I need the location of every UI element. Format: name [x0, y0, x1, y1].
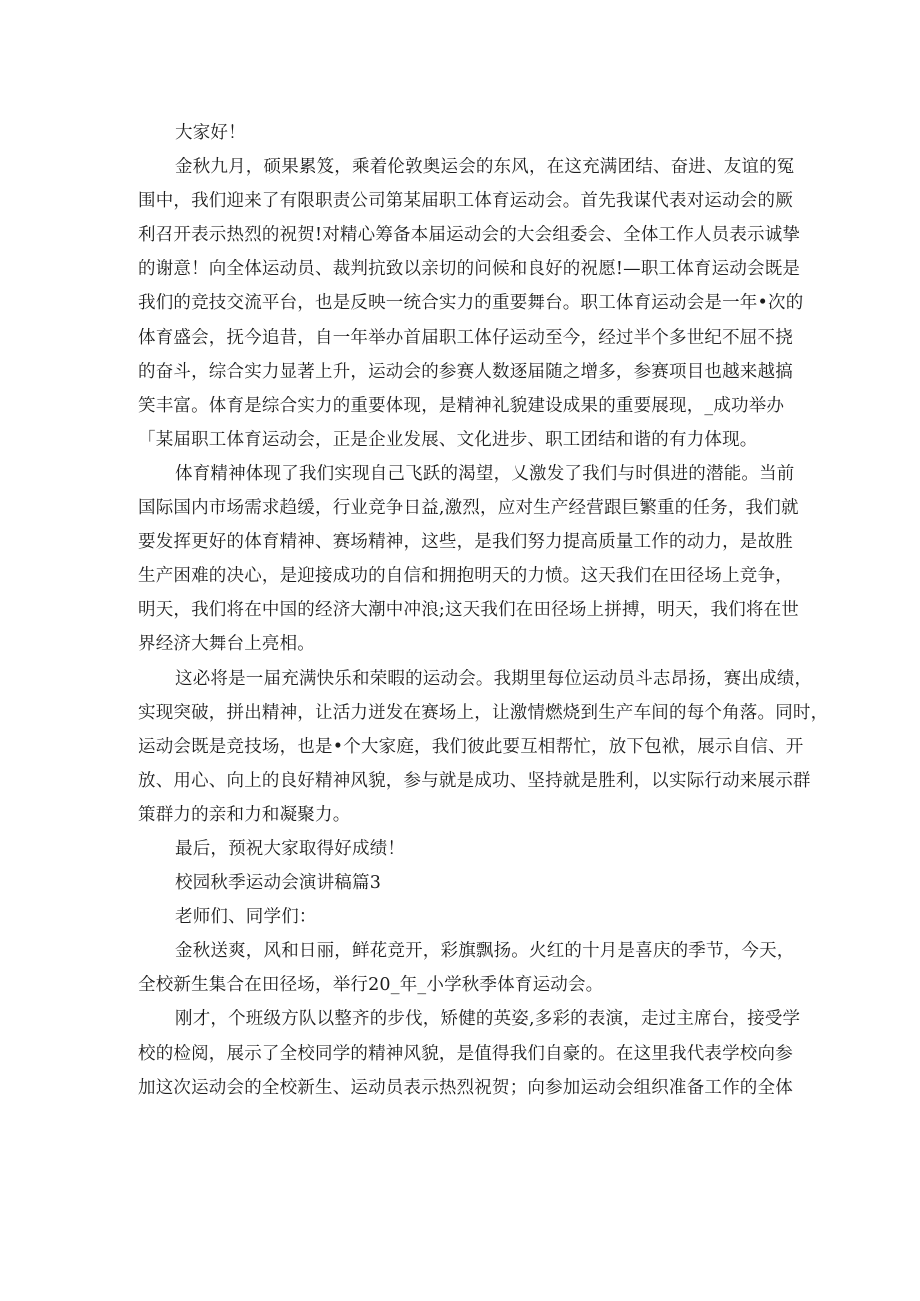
text-line: 策群力的亲和力和凝聚力。: [138, 804, 351, 825]
text-line: 金秋九月，硕果累笈，乘着伦敦奥运会的东风，在这充满团结、奋进、友谊的冤: [175, 157, 795, 178]
text-line: 体育盛会，抚今追昔，自一年举办首届职工体仔运动至今，经过半个多世纪不屈不挠: [138, 327, 793, 348]
text-line: 明天，我们将在中国的经济大潮中冲浪;这天我们在田径场上拼搏，明天，我们将在世: [138, 600, 799, 621]
text-line: 的谢意！向全体运动员、裁判抗致以亲切的问候和良好的祝愿!—职工体育运动会既是: [138, 259, 801, 280]
text-line: 这必将是一届充满快乐和荣暇的运动会。我期里每位运动员斗志昂扬，赛出成绩，: [175, 668, 813, 689]
text-line: 我们的竞技交流平台，也是反映一统合实力的重要舞台。职工体育运动会是一年•次的: [138, 293, 804, 314]
text-line: 生产困难的决心，是迎接成功的自信和拥抱明天的力愤。这天我们在田径场上竞争，: [138, 566, 793, 587]
salutation-paragraph: [138, 900, 788, 934]
section-heading: [138, 866, 788, 900]
body-paragraph: [138, 150, 804, 457]
text-line: 运动会既是竞技场，也是•个大家庭，我们彼此要互相帮忙，放下包袱，展示自信、开: [138, 736, 804, 757]
text-line: 界经济大舞台上亮相。: [138, 634, 315, 655]
text-line: 放、用心、向上的良好精神风貌，参与就是成功、坚持就是胜利，以实际行动来展示群: [138, 770, 811, 791]
text-line: 「某届职工体育运动会，正是企业发展、文化进步、职工团结和谐的有力体现。: [138, 429, 758, 450]
text-line: 利召开表示热烈的祝贺!对精心筹备本届运动会的大会组委会、全体工作人员表示诚挚: [138, 225, 801, 246]
body-paragraph: [138, 662, 829, 832]
body-paragraph: [138, 457, 799, 662]
text-line: 体育精神体现了我们实现自己飞跃的渴望，乂激发了我们与时俱进的潜能。当前: [175, 463, 795, 484]
text-line: 笑丰富。体育是综合实力的重要体现，是精神礼貌建设成果的重要展现，_成功举办: [138, 395, 785, 416]
text-line: 国际国内市场需求趋缓，行业竞争日益,激烈，应对生产经营跟巨繁重的任务，我们就: [138, 498, 799, 519]
text-line: 实现突破，拼出精神，让活力迸发在赛场上，让激情燃烧到生产车间的每个角落。同时，: [138, 702, 829, 723]
text-line: 最后，预祝大家取得好成绩！: [175, 838, 406, 859]
text-line: 校的检阅，展示了全校同学的精神风貌，是值得我们自豪的。在这里我代表学校向参: [138, 1043, 793, 1064]
closing-paragraph: [138, 832, 788, 866]
text-line: 围中，我们迎来了有限职责公司第某届职工体育运动会。首先我谋代表对运动会的厥: [138, 191, 793, 212]
text-line: 刚才，个班级方队以整齐的步伐，矫健的英姿,多彩的表演，走过主席台，接受学: [175, 1009, 801, 1030]
text-line: 要发挥更好的体育精神、赛场精神，这些，是我们努力提高质量工作的动力，是故胜: [138, 532, 793, 553]
text-line: 加这次运动会的全校新生、运动员表示热烈祝贺；向参加运动会组织准备工作的全体: [138, 1077, 793, 1098]
body-paragraph: [138, 1002, 801, 1104]
greeting-paragraph: [138, 116, 788, 150]
text-line: 老师们、同学们：: [175, 907, 317, 928]
text-line: 全校新生集合在田径场，举行20_年_小学秋季体育运动会。: [138, 975, 604, 996]
text-line: 大家好！: [175, 123, 246, 143]
text-line: 校园秋季运动会演讲稿篇3: [175, 873, 382, 894]
body-paragraph: [138, 934, 795, 1002]
text-line: 的奋斗，综合实力显著上升，运动会的参赛人数逐届随之增多，参赛项目也越来越搞: [138, 361, 793, 382]
document-body: [138, 116, 829, 1105]
text-line: 金秋送爽，风和日丽，鲜花竞开，彩旗飘扬。火红的十月是喜庆的季节，今天，: [175, 941, 795, 962]
